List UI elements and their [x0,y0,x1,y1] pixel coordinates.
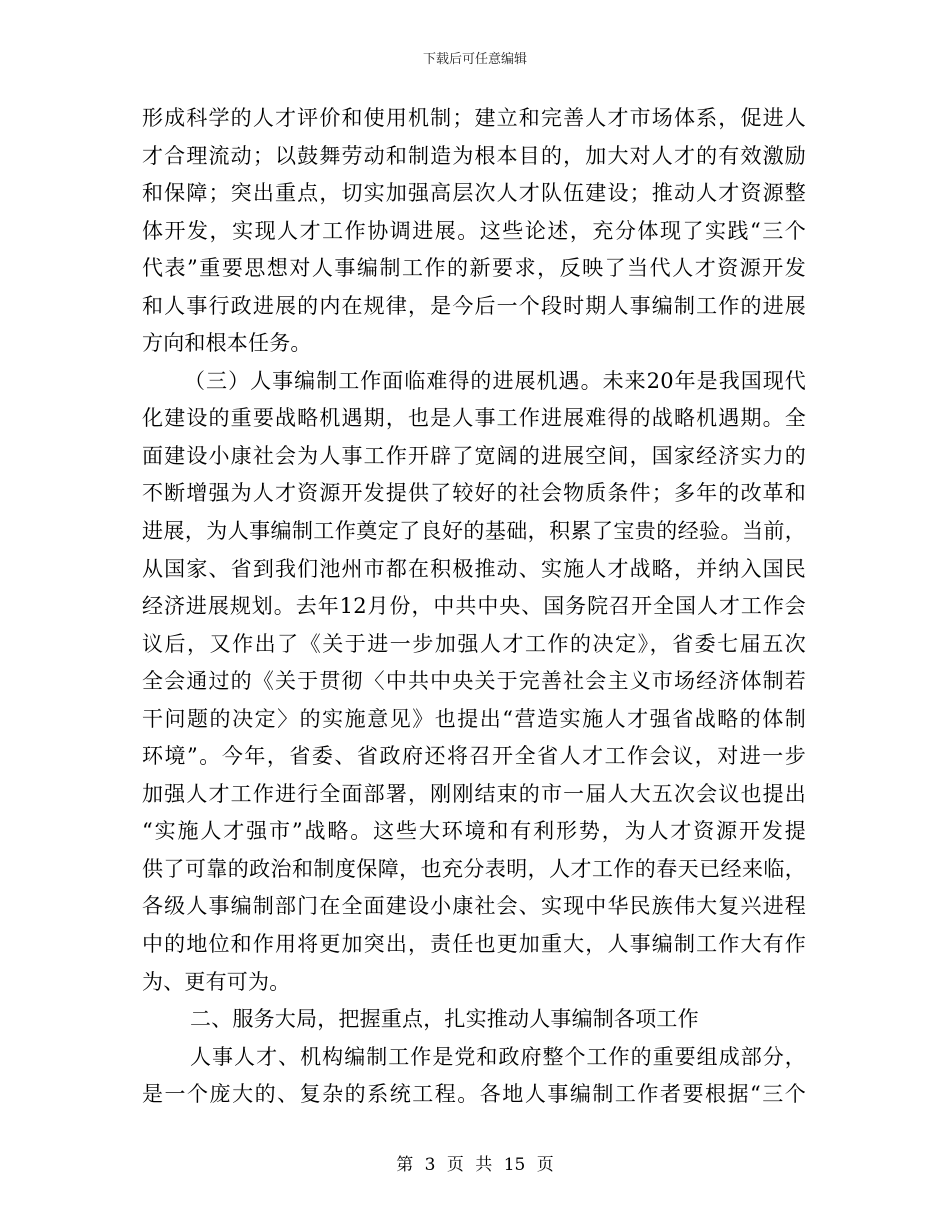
paragraph-line: 体开发，实现人才工作协调进展。这些论述，充分体现了实践“三个 [142,218,806,243]
paragraph-line: 面建设小康社会为人事工作开辟了宽阔的进展空间，国家经济实力的 [142,443,806,468]
paragraph-line: 议后，又作出了《关于进一步加强人才工作的决定》，省委七届五次 [142,631,806,656]
paragraph-line: 和人事行政进展的内在规律，是今后一个段时期人事编制工作的进展 [142,293,806,318]
paragraph-line: 不断增强为人才资源开发提供了较好的社会物质条件；多年的改革和 [142,481,806,506]
paragraph-line: 加强人才工作进行全面部署，刚刚结束的市一届人大五次会议也提出 [142,781,806,806]
paragraph-line: 和保障；突出重点，切实加强高层次人才队伍建设；推动人才资源整 [142,181,806,206]
paragraph-line: 为、更有可为。 [142,969,291,994]
section-heading: 二、服务大局，把握重点，扎实推动人事编制各项工作 [190,1007,699,1032]
paragraph-line: 形成科学的人才评价和使用机制；建立和完善人才市场体系，促进人 [142,106,806,130]
paragraph-line: 人事人才、机构编制工作是党和政府整个工作的重要组成部分， [190,1044,806,1069]
page-header: 下载后可任意编辑 [422,52,527,67]
paragraph-line: 是一个庞大的、复杂的系统工程。各地人事编制工作者要根据“三个 [142,1082,806,1107]
paragraph-line: 代表”重要思想对人事编制工作的新要求，反映了当代人才资源开发 [142,256,806,281]
paragraph-line: 才合理流动；以鼓舞劳动和制造为根本目的，加大对人才的有效激励 [142,143,806,168]
paragraph-line: 供了可靠的政治和制度保障，也充分表明，人才工作的春天已经来临， [142,856,806,881]
paragraph-line: 方向和根本任务。 [142,331,312,356]
document-body [142,100,806,1114]
paragraph-line: 全会通过的《关于贯彻〈中共中央关于完善社会主义市场经济体制若 [142,669,806,694]
paragraph-line: 经济进展规划。去年12月份，中共中央、国务院召开全国人才工作会 [142,594,806,619]
page-number: 第 3 页 共 15 页 [396,1155,554,1175]
paragraph-line: 从国家、省到我们池州市都在积极推动、实施人才战略，并纳入国民 [142,556,806,581]
paragraph-line: 环境”。今年，省委、省政府还将召开全省人才工作会议，对进一步 [142,744,806,769]
paragraph-line: （三）人事编制工作面临难得的进展机遇。未来20年是我国现代 [184,368,806,393]
paragraph-line: 干问题的决定〉的实施意见》也提出“营造实施人才强省战略的体制 [142,706,806,731]
paragraph-line: 进展，为人事编制工作奠定了良好的基础，积累了宝贵的经验。当前， [142,519,806,544]
paragraph-line: 化建设的重要战略机遇期，也是人事工作进展难得的战略机遇期。全 [142,406,806,431]
paragraph-line: 中的地位和作用将更加突出，责任也更加重大，人事编制工作大有作 [142,932,806,957]
paragraph-line: 各级人事编制部门在全面建设小康社会、实现中华民族伟大复兴进程 [142,894,806,919]
paragraph-line: “实施人才强市”战略。这些大环境和有利形势，为人才资源开发提 [142,819,806,844]
